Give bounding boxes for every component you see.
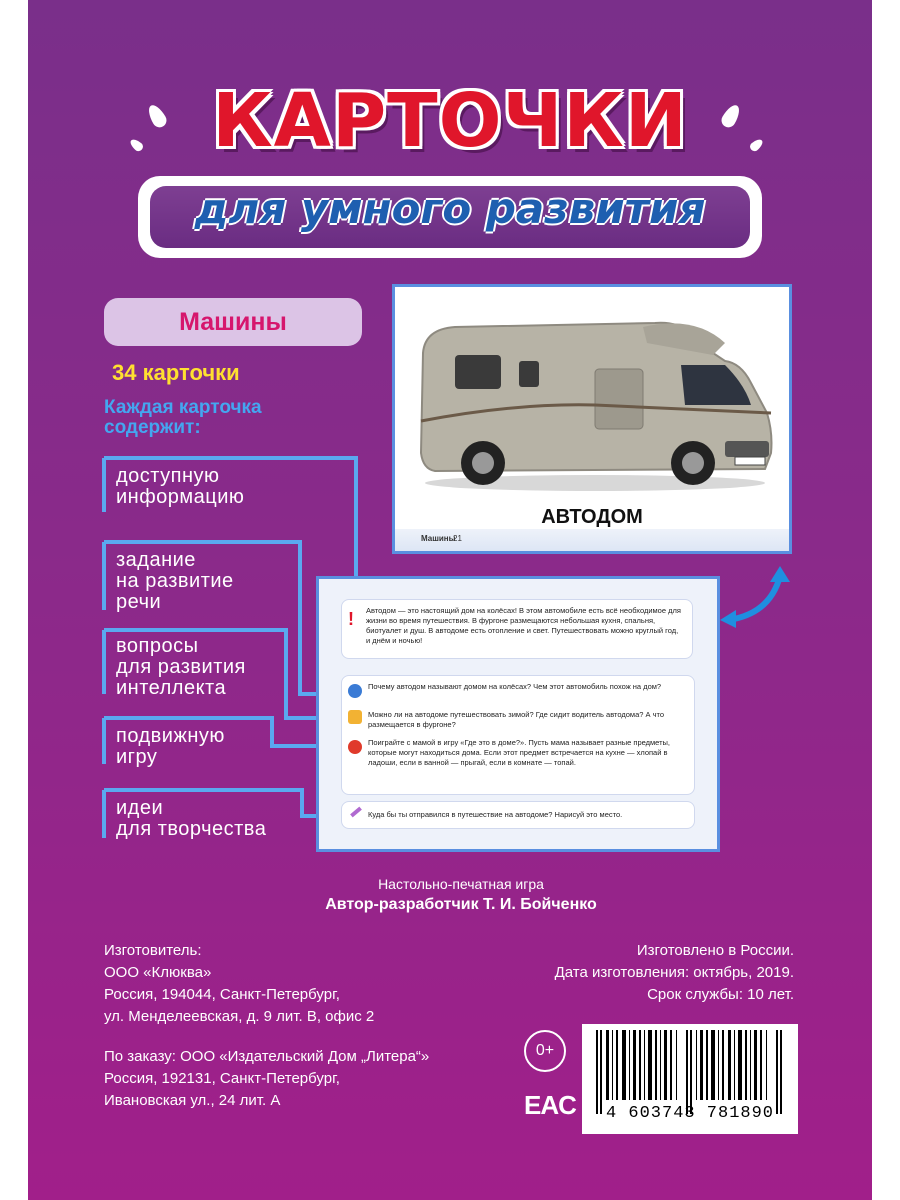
feature-game [116, 726, 225, 768]
creative-bubble [341, 801, 695, 829]
card-footer-number: 21 [453, 534, 462, 543]
made-in-line: Срок службы: 10 лет. [647, 986, 794, 1003]
exclamation-question-icon: ! [348, 609, 354, 629]
parrot-icon [348, 684, 362, 698]
made-in-line: Изготовлено в России. [636, 942, 794, 959]
game-type: Настольно-печатная игра [378, 876, 544, 892]
publisher-info [104, 1046, 429, 1112]
feature-line: для творчества [116, 818, 267, 840]
feature-info [116, 466, 244, 508]
question-2: Можно ли на автодоме путешествовать зимой? Где сидит водитель автодома? А что размещается в фургоне? [368, 710, 665, 729]
question-1: Почему автодом называют домом на колёсах? Чем этот автомобиль похож на дом? [368, 682, 662, 691]
feature-line: интеллекта [116, 677, 227, 699]
toy-icon [348, 740, 362, 754]
manufacturer-line: ул. Менделеевская, д. 9 лит. В, офис 2 [104, 1008, 375, 1025]
info-bubble [341, 599, 693, 659]
pencil-icon [350, 807, 362, 818]
publisher-line: Ивановская ул., 24 лит. А [104, 1092, 281, 1109]
feature-line: для развития [116, 656, 246, 678]
owl-icon [348, 710, 362, 724]
manufacturer-line: ООО «Клюква» [104, 964, 212, 981]
card-footer-category: Машины [421, 534, 456, 543]
manufacturer-line: Россия, 194044, Санкт-Петербург, [104, 986, 340, 1003]
feature-line: информацию [116, 486, 245, 508]
manufacturer-info [104, 940, 374, 1028]
game-text: Поиграйте с мамой в игру «Где это в доме?». Пусть мама называет разные предметы, которые могут находиться дома. Если этот предмет встречается на кухне — хлопай в ладоши, если в ванной — прыгай, если в комнате — топай. [368, 738, 671, 767]
barcode-number: 4 603743 781890 [605, 1104, 775, 1123]
feature-creative [116, 798, 266, 840]
manufacturer-line: Изготовитель: [104, 942, 202, 959]
eac-mark: EAC [524, 1090, 576, 1120]
two-way-arrow-icon [718, 566, 794, 632]
questions-bubble [341, 675, 695, 795]
made-in-line: Дата изготовления: октябрь, 2019. [554, 964, 794, 981]
feature-line: речи [116, 591, 162, 613]
feature-line: подвижную [116, 725, 225, 747]
camper-van-image [395, 293, 789, 505]
sample-card-label: АВТОДОМ [541, 506, 643, 528]
barcode-bars [582, 1030, 798, 1114]
made-in-info [555, 940, 794, 1006]
feature-line: вопросы [116, 635, 199, 657]
creative-text: Куда бы ты отправился в путешествие на автодоме? Нарисуй это место. [368, 810, 623, 819]
feature-line: идеи [116, 797, 164, 819]
card-footer [395, 529, 789, 551]
author: Автор-разработчик Т. И. Бойченко [325, 896, 597, 913]
feature-line: на развитие [116, 570, 234, 592]
each-card-heading: Каждая карточка содержит: [104, 397, 262, 438]
sample-card-back [316, 576, 720, 852]
publisher-line: Россия, 192131, Санкт-Петербург, [104, 1070, 340, 1087]
barcode [582, 1024, 798, 1134]
card-count: 34 карточки [112, 360, 240, 385]
main-title: КАРТОЧКИ [212, 78, 688, 164]
subtitle: для умного развития [194, 184, 706, 233]
section-pill: Машины [104, 298, 362, 346]
feature-line: игру [116, 746, 158, 768]
feature-line: задание [116, 549, 196, 571]
feature-intellect [116, 636, 246, 699]
publisher-line: По заказу: ООО «Издательский Дом „Литера“» [104, 1048, 430, 1065]
age-rating-badge: 0+ [524, 1030, 566, 1072]
info-text: Автодом — это настоящий дом на колёсах! В этом автомобиле есть всё необходимое для жизни во время путешествия. В фургоне размещаются небольшая кухня, спальня, биотуалет и душ. В автодоме есть отопление и свет. Путешествовать можно круглый год, и днём и ночью! [366, 606, 681, 645]
feature-line: доступную [116, 465, 220, 487]
feature-speech [116, 550, 234, 613]
